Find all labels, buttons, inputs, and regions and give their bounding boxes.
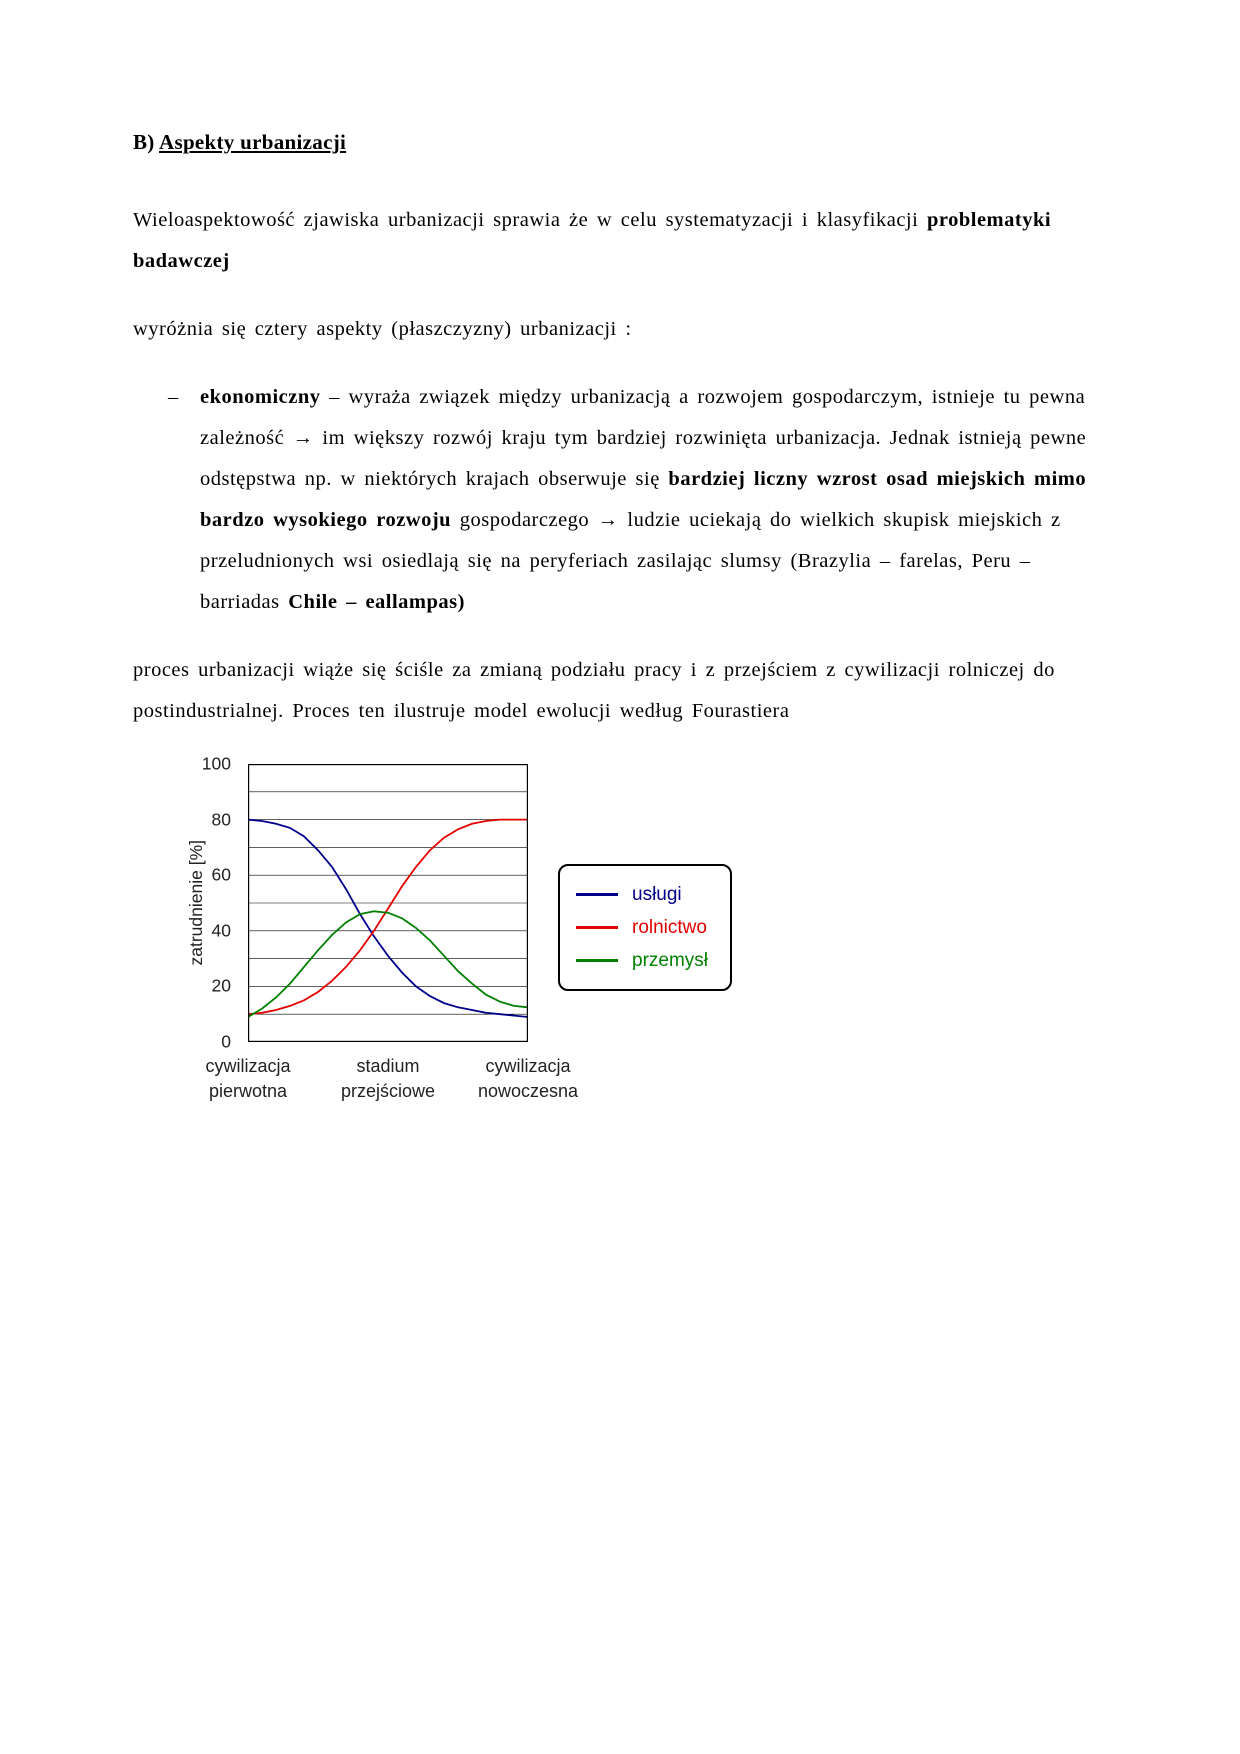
heading-title: Aspekty urbanizacji — [159, 130, 347, 154]
paragraph-process — [133, 650, 1105, 732]
legend-line-swatch — [576, 926, 618, 929]
text-run: Chile – eallampas) — [288, 591, 465, 613]
x-stage-label: stadium przejściowe — [340, 1056, 436, 1101]
y-tick-label: 100 — [201, 753, 231, 774]
text-run: gospodarczego → ludzie uciekają do wielkich skupisk miejskich z przeludnionych wsi osiedlają się na peryferiach zasilając slumsy (Brazylia – farelas, Peru – barriadas — [200, 509, 1061, 613]
legend-label: usługi — [632, 883, 682, 905]
legend-line-swatch — [576, 959, 618, 962]
legend-line-swatch — [576, 893, 618, 896]
heading-prefix: B) — [133, 130, 159, 154]
text-run: – wyraża związek między urbanizacją a rozwojem gospodarczym, istnieje tu pewna zależność → im większy rozwój kraju tym bardziej rozwinięta urbanizacja. Jednak istnieją pewne odstępstwa np. w niektórych krajach obserwuje się — [200, 386, 1087, 490]
series-line-przemysł — [248, 911, 528, 1017]
y-tick-label: 0 — [221, 1031, 231, 1052]
y-axis-ticks — [163, 753, 237, 1052]
text-run: ekonomiczny — [200, 386, 321, 408]
y-tick-label: 80 — [211, 809, 231, 830]
x-axis-labels — [205, 1054, 579, 1114]
line-chart-plot-area — [248, 764, 528, 1042]
series-line-usługi — [248, 820, 528, 1017]
text-run: problematyki badawczej — [133, 209, 1052, 272]
legend-row — [576, 944, 708, 977]
legend-label: rolnictwo — [632, 916, 707, 938]
y-tick-label: 20 — [211, 975, 231, 996]
paragraph-aspects — [133, 309, 1105, 350]
series-line-rolnictwo — [248, 820, 528, 1015]
chart-legend — [558, 864, 732, 991]
y-tick-label: 40 — [211, 920, 231, 941]
page-title — [133, 128, 1105, 156]
bullet-marker: – — [168, 386, 179, 408]
bullet-item-ekonomiczny — [133, 377, 1105, 623]
fourastier-model-figure — [133, 753, 1105, 1189]
x-stage-label: cywilizacja nowoczesna — [477, 1056, 579, 1101]
y-axis-label: zatrudnienie [%] — [185, 840, 206, 966]
text-run: wyróżnia się cztery aspekty (płaszczyzny) urbanizacji : — [133, 318, 632, 340]
x-stage-label: cywilizacja pierwotna — [205, 1056, 291, 1101]
text-run: Wieloaspektowość zjawiska urbanizacji sprawia że w celu systematyzacji i klasyfikacji — [133, 209, 927, 231]
legend-row — [576, 911, 708, 944]
text-run: bardziej liczny wzrost osad miejskich mimo bardzo wysokiego rozwoju — [200, 468, 1087, 531]
y-tick-label: 60 — [211, 864, 231, 885]
legend-label: przemysł — [632, 949, 709, 971]
paragraph-intro — [133, 200, 1105, 282]
legend-row — [576, 878, 708, 911]
text-run: proces urbanizacji wiąże się ściśle za zmianą podziału pracy i z przejściem z cywilizacji rolniczej do postindustrialnej. Proces ten ilustruje model ewolucji według Fourastiera — [133, 659, 1055, 722]
